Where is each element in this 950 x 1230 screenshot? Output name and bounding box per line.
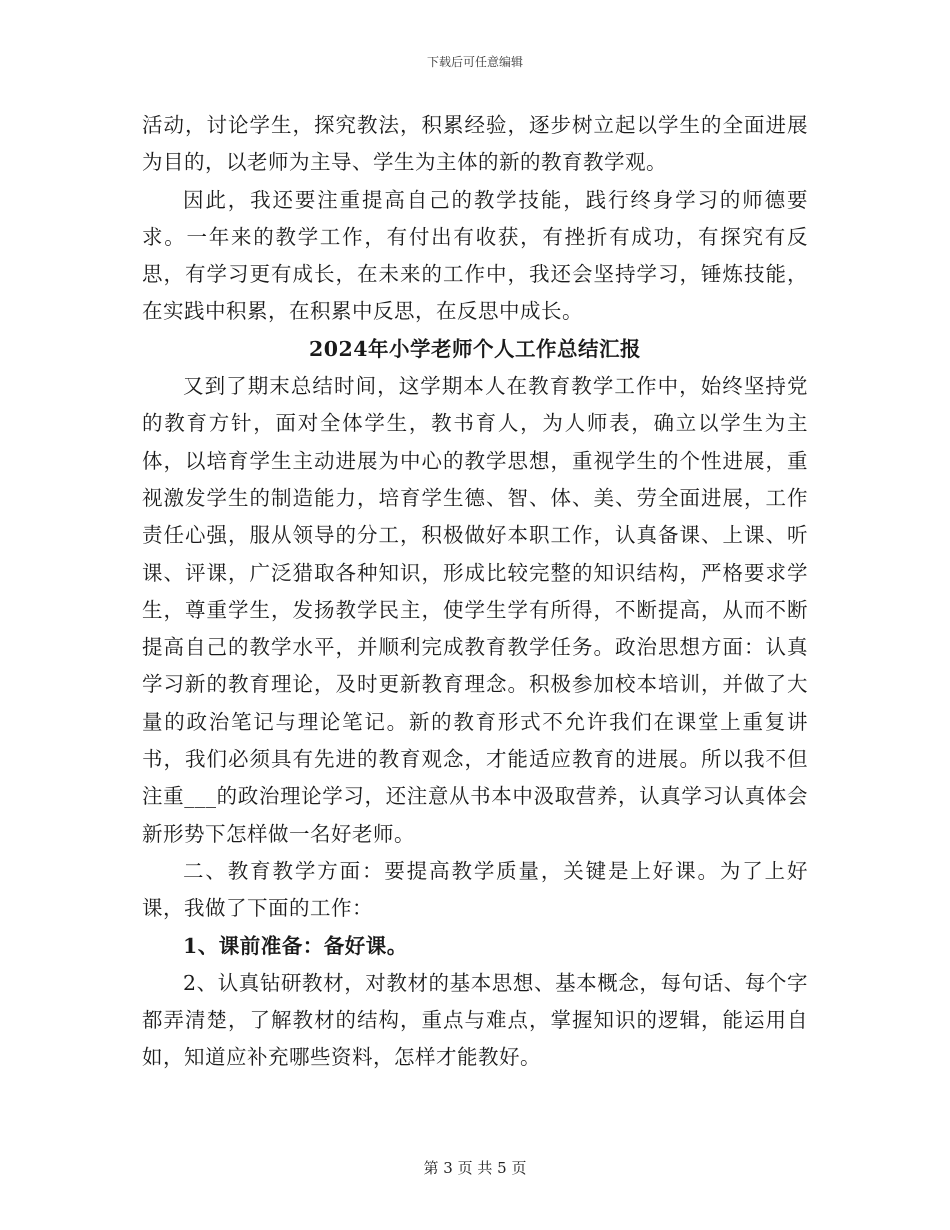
paragraph-4: 二、教育教学方面：要提高教学质量，关键是上好课。为了上好课，我做了下面的工作： [142, 858, 808, 921]
paragraph-2: 因此，我还要注重提高自己的教学技能，践行终身学习的师德要求。一年来的教学工作，有付出有收获，有挫折有成功，有探究有反思，有学习更有成长，在未来的工作中，我还会坚持学习，锤炼技能，在实践中积累，在积累中反思，在反思中成长。 [142, 187, 808, 324]
page-footer: 第 3 页 共 5 页 [423, 1159, 527, 1177]
paragraph-3: 又到了期末总结时间，这学期本人在教育教学工作中，始终坚持党的教育方针，面对全体学生，教书育人，为人师表，确立以学生为主体，以培育学生主动进展为中心的教学思想，重视学生的个性进展，重视激发学生的制造能力，培育学生德、智、体、美、劳全面进展，工作责任心强，服从领导的分工，积极做好本职工作，认真备课、上课、听课、评课，广泛猎取各种知识，形成比较完整的知识结构，严格要求学生，尊重学生，发扬教学民主，使学生学有所得，不断提高，从而不断提高自己的教学水平，并顺利完成教育教学任务。政治思想方面：认真学习新的教育理论，及时更新教育理念。积极参加校本培训，并做了大量的政治笔记与理论笔记。新的教育形式不允许我们在课堂上重复讲书，我们必须具有先进的教育观念，才能适应教育的进展。所以我不但注重___的政治理论学习，还注意从书本中汲取营养，认真学习认真体会新形势下怎样做一名好老师。 [142, 374, 808, 846]
paragraph-6: 2、认真钻研教材，对教材的基本思想、基本概念，每句话、每个字都弄清楚，了解教材的结构，重点与难点，掌握知识的逻辑，能运用自如，知道应补充哪些资料，怎样才能教好。 [142, 970, 808, 1070]
page-header: 下载后可任意编辑 [426, 55, 523, 69]
section-title: 2024年小学老师个人工作总结汇报 [308, 336, 642, 361]
document-body [142, 107, 808, 1077]
paragraph-1: 活动，讨论学生，探究教法，积累经验，逐步树立起以学生的全面进展为目的，以老师为主导、学生为主体的新的教育教学观。 [142, 113, 808, 175]
subheading-preparation: 1、课前准备：备好课。 [183, 933, 408, 958]
